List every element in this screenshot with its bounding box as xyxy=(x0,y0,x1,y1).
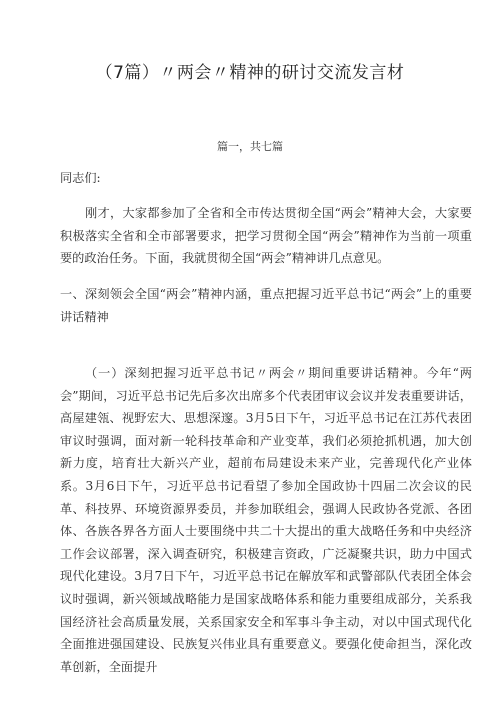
section-label: 篇一，共七篇 xyxy=(217,140,283,153)
paragraph-intro: 刚才，大家都参加了全省和全市传达贯彻全国“两会”精神大会，大家要积极落实全省和全市部署要求，把学习贯彻全国“两会”精神作为当前一项重要的政治任务。下面，我就贯彻全国“两会”精神讲几点意见。 xyxy=(60,206,472,266)
greeting-line: 同志们: xyxy=(60,171,101,185)
document-title: （7篇）〃两会〃精神的研讨交流发言材 xyxy=(95,63,405,83)
paragraph-heading-one: 一、深刻领会全国“两会”精神内涵，重点把握习近平总书记“两会”上的重要讲话精神 xyxy=(60,287,472,324)
paragraph-subsection-one: （一）深刻把握习近平总书记〃两会〃期间重要讲话精神。今年“两会”期间，习近平总书记先后多次出席多个代表团审议会议并发表重要讲话，高屋建瓴、视野宏大、思想深邃。3月5日下午，习近平总书记在江苏代表团审议时强调，面对新一轮科技革命和产业变革，我们必须抢抓机遇，加大创新力度，培育壮大新兴产业，超前布局建设未来产业，完善现代化产业体系。3月6日下午，习近平总书记看望了参加全国政协十四届二次会议的民革、科技界、环境资源界委员，并参加联组会，强调人民政协各党派、各团体、各族各界各方面人士要围绕中共二十大提出的重大战略任务和中央经济工作会议部署，深入调查研究，积极建言资政，广泛凝聚共识，助力中国式现代化建设。3月7日下午，习近平总书记在解放军和武警部队代表团全体会议时强调，新兴领域战略能力是国家战略体系和能力重要组成部分，关系我国经济社会高质量发展，关系国家安全和军事斗争主动，对以中国式现代化全面推进强国建设、民族复兴伟业具有重要意义。要强化使命担当，深化改革创新，全面提升 xyxy=(60,366,472,674)
